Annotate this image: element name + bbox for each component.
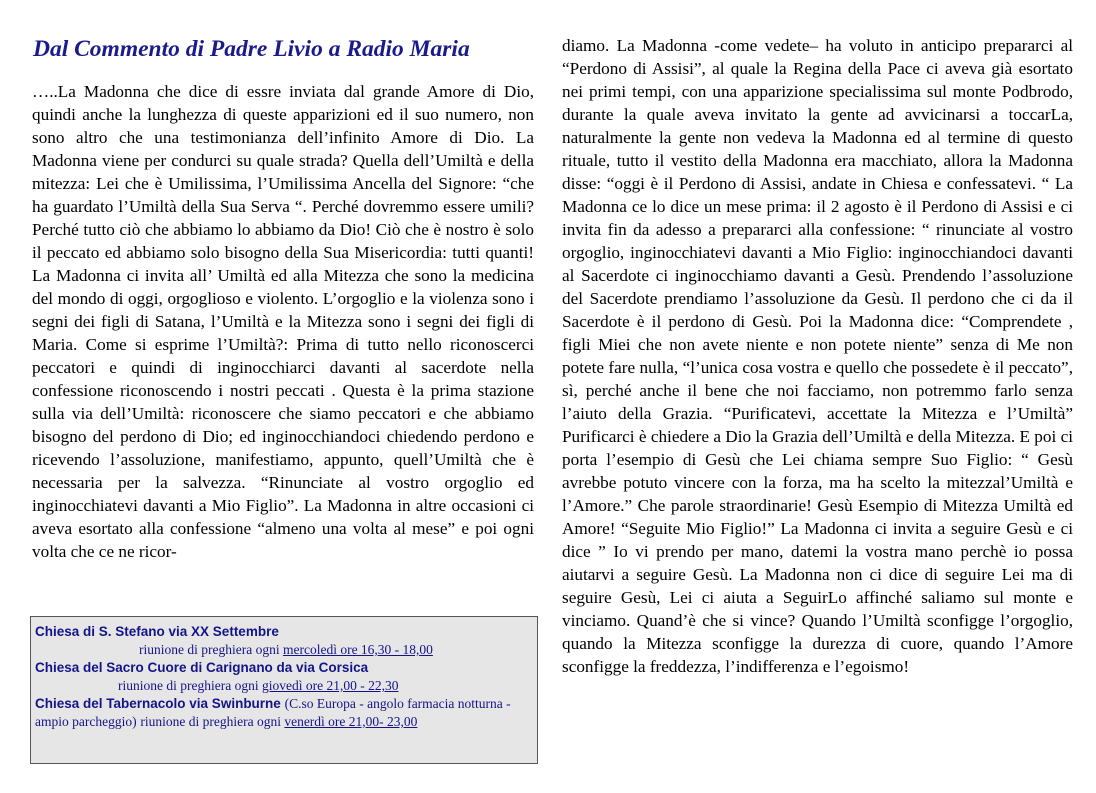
prayer-meetings-box bbox=[30, 616, 538, 764]
church-3-block bbox=[35, 695, 533, 731]
church-name-1: Chiesa di S. Stefano via XX Settembre bbox=[35, 624, 279, 639]
meeting-schedule-1 bbox=[35, 641, 533, 659]
left-column bbox=[32, 80, 534, 563]
church-3-address: (C.so Europa - angolo farmacia notturna - ampio parcheggio) bbox=[35, 696, 511, 729]
left-column-text: …..La Madonna che dice di essre inviata dal grande Amore di Dio, quindi anche la lunghezza di queste apparizioni ed il suo numero, non sono altro che una testimonianza dell’infinito Amore di Dio. La Madonna viene per condurci su quale strada? Quella dell’Umiltà e della mitezza: Lei che è Umilissima, l’Umilissima Ancella del Signore: “che ha guardato l’Umiltà della Sua Serva “. Perché dovremmo essere umili? Perché tutto ciò che abbiamo lo abbiamo da Dio! Ciò che è nostro è solo il peccato ed abbiamo solo bisogno della Sua Misericordia: tutti quanti! La Madonna ci invita all’ Umiltà ed alla Mitezza che sono la medicina del mondo di oggi, orgoglioso e violento. L’orgoglio e la violenza sono i segni dei figli di Satana, l’Umiltà e la Mitezza sono i segni dei figli di Maria. Come si esprime l’Umiltà?: Prima di tutto nello riconoscerci peccatori e quindi di inginocchiarci davanti al sacerdote nella confessione riconoscendo i nostri peccati . Questa è la prima stazione sulla via dell’Umiltà: riconoscere che siamo peccatori e che abbiamo bisogno del perdono di Dio; ed inginocchiandoci chiedendo perdono e ricevendo l’assoluzione, manifestiamo, appunto, quell’Umiltà che è necessaria per la salvezza. “Rinunciate al vostro orgoglio ed inginocchiatevi davanti a Mio Figlio”. La Madonna in altre occasioni ci aveva esortato alla confessione “almeno una volta al mese” e poi ogni volta che ce ne ricor- bbox=[32, 82, 534, 561]
right-column bbox=[562, 34, 1073, 678]
meeting-time-1: mercoledì ore 16,30 - 18,00 bbox=[282, 642, 433, 657]
meeting-time-2: giovedì ore 21,00 - 22,30 bbox=[261, 678, 399, 693]
meeting-label-2: riunione di preghiera ogni bbox=[118, 678, 262, 693]
church-name-3: Chiesa del Tabernacolo via Swinburne bbox=[35, 696, 281, 711]
article-title: Dal Commento di Padre Livio a Radio Maria bbox=[33, 36, 470, 62]
church-name-2: Chiesa del Sacro Cuore di Carignano da via Corsica bbox=[35, 660, 369, 675]
right-column-text: diamo. La Madonna -come vedete– ha voluto in anticipo prepararci al “Perdono di Assisi”, al quale la Regina della Pace ci aveva già esortato nei primi tempi, con una apparizione specialissima sul monte Podbrodo, durante la quale aveva invitato la gente ad avvicinarsi a toccarLa, naturalmente la gente non vedeva la Madonna ed al termine di questo rituale, tutto il vestito della Madonna era macchiato, allora la Madonna disse: “oggi è il Perdono di Assisi, andate in Chiesa e confessatevi. “ La Madonna ce lo dice un mese prima: il 2 agosto è il Perdono di Assisi e ci invita fin da adesso a prepararci alla confessione: “ rinunciate al vostro orgoglio, inginocchiatevi davanti a Mio Figlio: inginocchiandoci davanti al Sacerdote ci inginocchiamo davanti a Gesù. Prendendo l’assoluzione del Sacerdote prendiamo l’assoluzione da Gesù. Il perdono che ci da il Sacerdote è il perdono di Gesù. Poi la Madonna dice: “Comprendete , figli Miei che non avete niente e non potete niente” senza di Me non potete fare nulla, “l’unica cosa vostra e quello che possedete è il peccato”, sì, perché anche il bene che noi facciamo, non potremmo farlo senza l’aiuto della Grazia. “Purificatevi, accettate la Mitezza e l’Umiltà” Purificarci è chiedere a Dio la Grazia dell’Umiltà e della Mitezza. E poi ci porta l’esempio di Gesù che Lei chiama sempre Suo Figlio: “ Gesù avrebbe potuto vincere con la forza, ma ha scelto la mitezzal’Umiltà e l’Amore.” Che parole straordinarie! Gesù Esempio di Mitezza Umiltà ed Amore! “Seguite Mio Figlio!” La Madonna ci invita a seguire Gesù e ci dice ” Io vi prendo per mano, datemi la vostra mano perchè io possa aiutarvi a seguire Gesù. La Madonna non ci dice di seguire Lei ma di seguire Gesù, Lei ci aiuta a SeguirLo affinché saliamo sul monte e vinciamo. Quand’è che si vince? Quando l’Umiltà sconfigge l’orgoglio, quando la Mitezza sconfigge la durezza di cuore, quando l’Amore sconfigge la freddezza, l’indifferenza e l’egoismo! bbox=[562, 36, 1073, 676]
meeting-time-3: venerdì ore 21,00- 23,00 bbox=[284, 714, 418, 729]
meeting-label-3: riunione di preghiera ogni bbox=[140, 714, 285, 729]
meeting-label-1: riunione di preghiera ogni bbox=[139, 642, 283, 657]
meeting-schedule-2 bbox=[35, 677, 533, 695]
